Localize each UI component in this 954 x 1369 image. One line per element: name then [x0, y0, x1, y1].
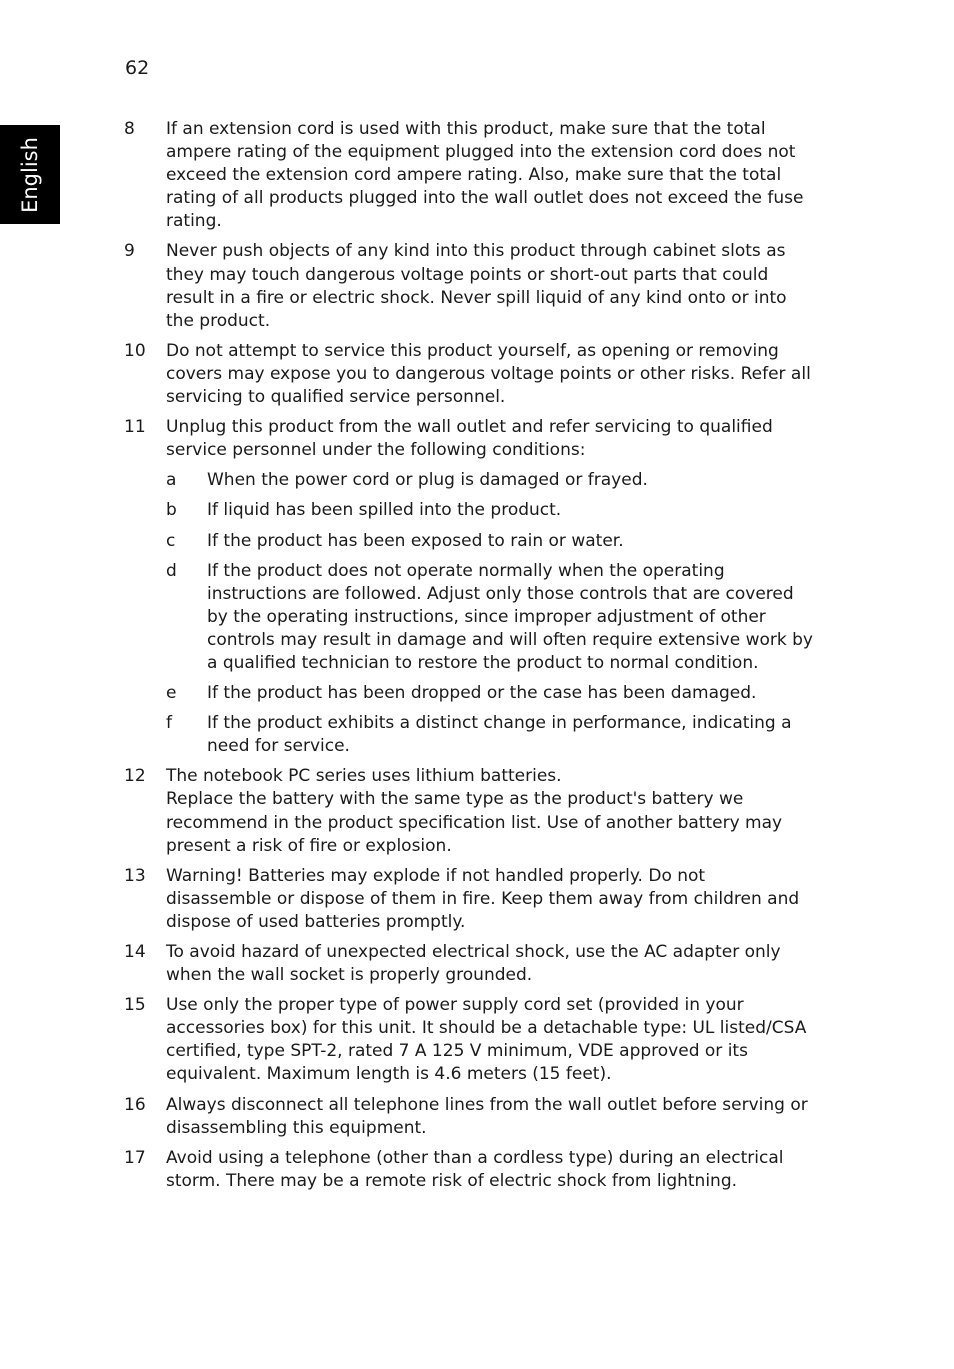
item-number: 17: [124, 1147, 146, 1168]
sublist-item-a: [166, 469, 814, 492]
conditions-sublist: [166, 469, 814, 758]
item-text: Warning! Batteries may explode if not handled properly. Do not disassemble or dispose of them in fire. Keep them away from children and dispose of used batteries promptly.: [166, 865, 800, 932]
language-side-tab: [0, 125, 60, 224]
item-text: Never push objects of any kind into this product through cabinet slots as they may touch dangerous voltage points or short-out parts that could result in a fire or electric shock. Never spill liquid of any kind onto or into the product.: [166, 241, 787, 331]
list-item-9: [124, 240, 814, 332]
sub-item-text: If the product does not operate normally when the operating instructions are followed. Adjust only those controls that are covered by the operating instructions, since improper adjustment of other controls may result in damage and will often require extensive work by a qualified technician to restore the product to normal condition.: [207, 560, 813, 673]
sublist-item-d: [166, 560, 814, 675]
sublist-item-f: [166, 712, 814, 758]
item-text-continued: Replace the battery with the same type as the product's battery we recommend in the product specification list. Use of another battery may present a risk of fire or explosion.: [166, 789, 783, 856]
item-text: The notebook PC series uses lithium batteries.: [166, 766, 562, 787]
sub-item-text: If the product has been dropped or the case has been damaged.: [207, 683, 757, 704]
item-text: If an extension cord is used with this product, make sure that the total ampere rating of the equipment plugged into the extension cord does not exceed the extension cord ampere rating. Also, make sure that the total rating of all products plugged into the wall outlet does not exceed the fuse rating.: [166, 119, 804, 232]
list-item-17: [124, 1147, 814, 1193]
safety-instructions-list: [124, 118, 814, 1200]
sub-item-letter: a: [166, 470, 177, 491]
item-number: 13: [124, 865, 146, 886]
list-item-16: [124, 1094, 814, 1140]
sub-item-text: If the product exhibits a distinct change in performance, indicating a need for service.: [207, 713, 792, 757]
item-number: 16: [124, 1094, 146, 1115]
list-item-11: [124, 416, 814, 758]
list-item-10: [124, 340, 814, 409]
item-number: 14: [124, 942, 146, 962]
item-number: 8: [124, 119, 135, 139]
page-number: 62: [125, 57, 150, 79]
item-number: 12: [124, 766, 146, 787]
sub-item-letter: e: [166, 683, 177, 704]
item-number: 11: [124, 417, 146, 438]
sub-item-letter: d: [166, 560, 177, 581]
sub-item-letter: f: [166, 713, 172, 734]
item-number: 10: [124, 340, 146, 361]
sub-item-letter: b: [166, 500, 177, 521]
item-text: Use only the proper type of power supply cord set (provided in your accessories box) for this unit. It should be a detachable type: UL listed/CSA certified, type SPT-2, rated 7 A 125 V minimum, VDE approved or its equivalent. Maximum length is 4.6 meters (15 feet).: [166, 995, 807, 1085]
item-number: 15: [124, 995, 146, 1016]
sub-item-letter: c: [166, 530, 176, 551]
sub-item-text: When the power cord or plug is damaged or frayed.: [207, 470, 648, 491]
item-number: 9: [124, 241, 135, 262]
sublist-item-c: [166, 530, 814, 553]
list-item-13: [124, 865, 814, 934]
sublist-item-b: [166, 499, 814, 522]
list-item-8: [124, 118, 814, 233]
sub-item-text: If the product has been exposed to rain or water.: [207, 530, 624, 551]
list-item-14: [124, 941, 814, 987]
item-text: To avoid hazard of unexpected electrical shock, use the AC adapter only when the wall socket is properly grounded.: [166, 942, 781, 986]
list-item-12: [124, 765, 814, 857]
sub-item-text: If liquid has been spilled into the product.: [207, 500, 562, 521]
item-text: Unplug this product from the wall outlet and refer servicing to qualified service personnel under the following conditions:: [166, 417, 773, 461]
list-item-15: [124, 994, 814, 1086]
language-side-tab-label: English: [18, 136, 42, 213]
item-text: Always disconnect all telephone lines from the wall outlet before serving or disassembling this equipment.: [166, 1094, 808, 1138]
item-text: Avoid using a telephone (other than a cordless type) during an electrical storm. There may be a remote risk of electric shock from lightning.: [166, 1147, 784, 1191]
item-text: Do not attempt to service this product yourself, as opening or removing covers may expose you to dangerous voltage points or other risks. Refer all servicing to qualified service personnel.: [166, 340, 811, 408]
sublist-item-e: [166, 682, 814, 705]
